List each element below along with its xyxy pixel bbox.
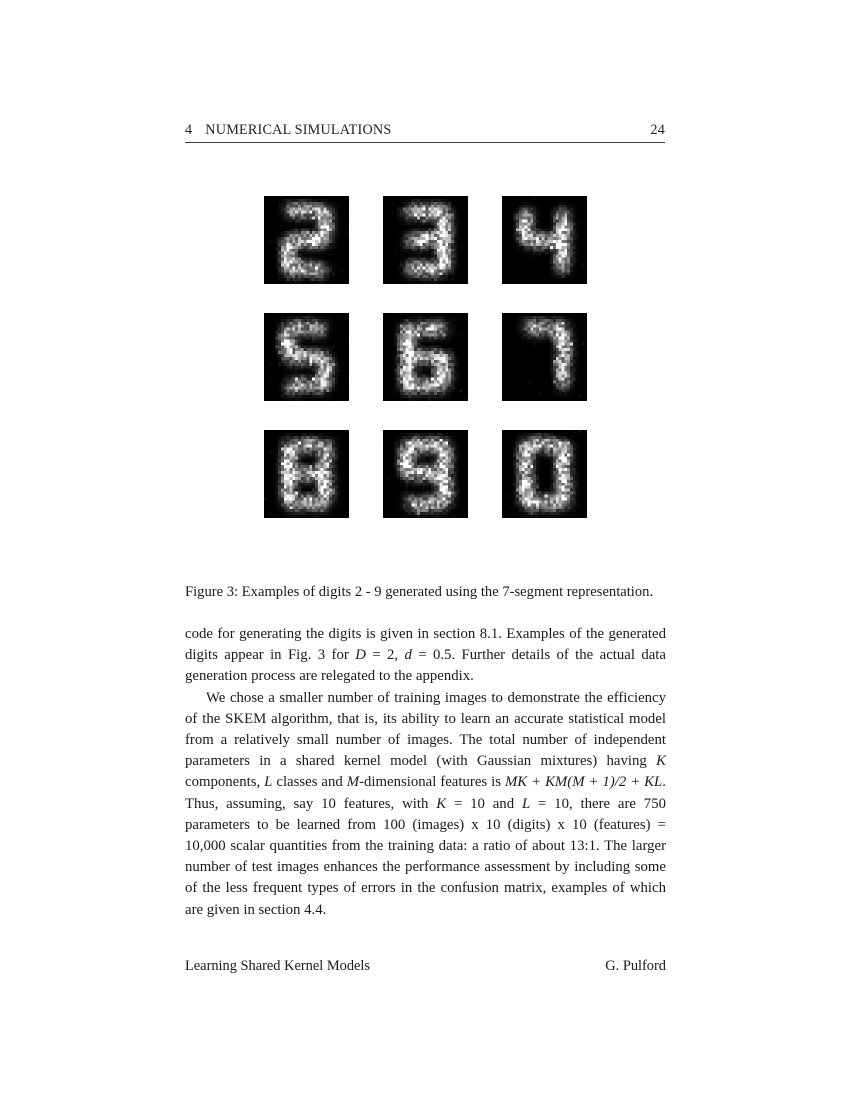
paragraph-2 [185, 688, 666, 921]
inline-math: L [521, 795, 531, 812]
digit-image-4 [502, 196, 587, 284]
digit-canvas-8 [264, 430, 349, 518]
digit-canvas-0 [502, 430, 587, 518]
inline-math: K [436, 795, 447, 812]
inline-text: = 10 and [446, 795, 522, 812]
inline-text: components, [185, 774, 265, 791]
paragraph-1 [185, 624, 666, 688]
inline-math: M [346, 774, 360, 791]
running-header [185, 122, 665, 139]
inline-text: = 2, [365, 647, 405, 664]
inline-math: D [355, 647, 366, 664]
digit-image-7 [502, 313, 587, 401]
footer-author: G. Pulford [605, 958, 666, 974]
digit-image-0 [502, 430, 587, 518]
inline-math: K [656, 753, 666, 770]
digit-image-2 [264, 196, 349, 284]
body-text [185, 624, 666, 921]
digit-image-grid [185, 196, 665, 518]
inline-text: = 10, there are 750 parameters to be learned from 100 (images) x 10 (digits) x 10 (features) = 10,000 scalar quantities from the training data: a ratio of about 13:1. The larger number of test images enhances the performance assessment by including some of the less frequent types of errors in the confusion matrix, examples of which are given in section 4.4. [185, 795, 666, 918]
inline-text: = 0.5. Further details of the actual data generation process are relegated to the appendix. [185, 647, 666, 685]
inline-math: d [404, 647, 412, 664]
digit-canvas-7 [502, 313, 587, 401]
digit-image-9 [383, 430, 468, 518]
header-left-group [185, 122, 391, 139]
digit-canvas-4 [502, 196, 587, 284]
digit-image-5 [264, 313, 349, 401]
digit-image-6 [383, 313, 468, 401]
digit-image-3 [383, 196, 468, 284]
footer-title: Learning Shared Kernel Models [185, 958, 371, 974]
inline-text: We chose a smaller number of training images to demonstrate the efficiency of the SKEM algorithm, that is, its ability to learn an accurate statistical model from a relatively small number of images. The total number of independent parameters in a shared kernel model (with Gaussian mixtures) having [185, 689, 666, 770]
inline-text: -dimensional features is [359, 774, 505, 791]
inline-math: MK + KM(M + 1)/2 + KL [504, 774, 663, 791]
header-section-number: 4 [185, 122, 193, 138]
header-section-title: NUMERICAL SIMULATIONS [205, 122, 392, 138]
header-rule [185, 142, 665, 143]
digit-image-8 [264, 430, 349, 518]
digit-canvas-2 [264, 196, 349, 284]
figure-3 [185, 196, 665, 518]
digit-canvas-6 [383, 313, 468, 401]
header-page-number: 24 [650, 122, 665, 138]
figure-caption: Figure 3: Examples of digits 2 - 9 generated using the 7-segment representation. [185, 584, 654, 600]
inline-math: L [264, 774, 273, 791]
digit-canvas-3 [383, 196, 468, 284]
inline-text: . Thus, assuming, say 10 features, with [185, 774, 666, 812]
inline-text: classes and [272, 774, 347, 791]
digit-canvas-9 [383, 430, 468, 518]
running-footer [185, 958, 666, 975]
digit-canvas-5 [264, 313, 349, 401]
inline-text: code for generating the digits is given in section 8.1. Examples of the generated digits appear in Fig. 3 for [185, 626, 666, 664]
